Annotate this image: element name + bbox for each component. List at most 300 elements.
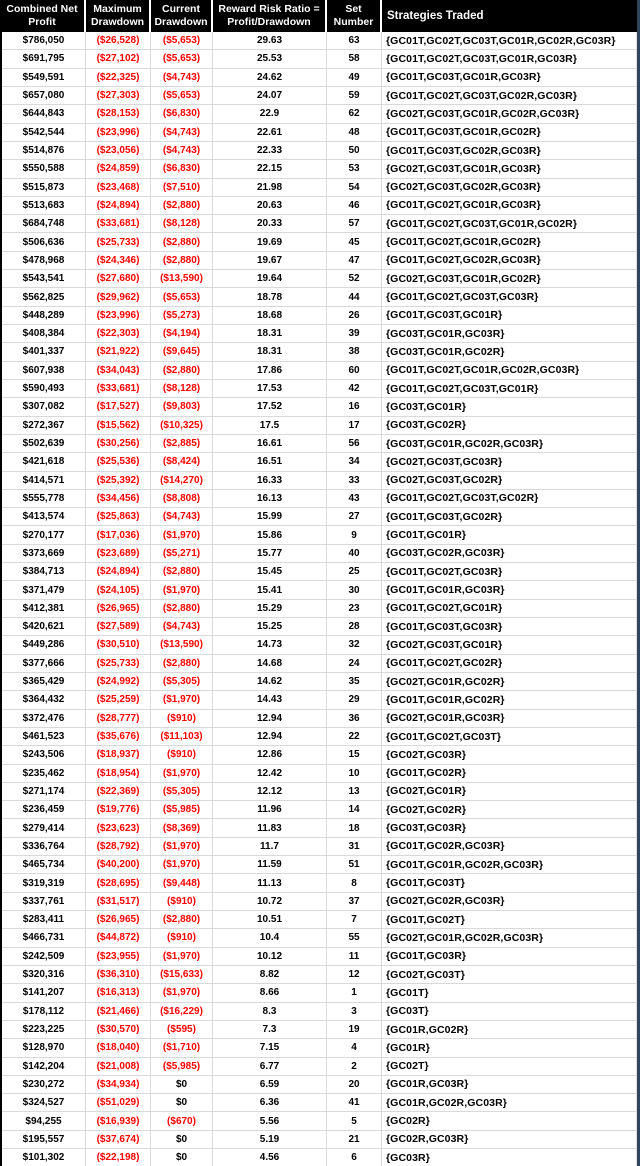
cell-maximum-drawdown: ($23,996) [86,307,151,324]
cell-strategies-traded: {GC02R,GC03R} [386,1133,469,1146]
cell-current-drawdown: ($15,633) [151,966,213,983]
table-row [2,765,636,783]
cell-combined-net-profit: $320,316 [2,966,86,983]
table-row [2,1003,636,1021]
cell-combined-net-profit: $542,544 [2,124,86,141]
cell-maximum-drawdown: ($21,008) [86,1058,151,1075]
cell-strategies-traded: {GC01T,GC02T,GC03T,GC01R,GC02R,GC03R} [386,34,616,47]
cell-reward-risk-ratio: 10.51 [213,911,327,928]
cell-maximum-drawdown: ($37,674) [86,1131,151,1148]
cell-maximum-drawdown: ($27,589) [86,618,151,635]
cell-combined-net-profit: $223,225 [2,1021,86,1038]
cell-combined-net-profit: $283,411 [2,911,86,928]
cell-strategies-traded: {GC01T,GC03T,GC03R} [386,620,503,633]
cell-maximum-drawdown: ($23,996) [86,124,151,141]
cell-set-number: 55 [327,929,382,946]
table-row [2,453,636,471]
cell-strategies-traded: {GC02T,GC03T} [386,968,465,981]
cell-reward-risk-ratio: 11.7 [213,838,327,855]
cell-current-drawdown: ($9,803) [151,398,213,415]
cell-strategies-traded: {GC01T,GC01R} [386,529,467,542]
header-line: Profit [28,16,56,28]
cell-current-drawdown: ($2,885) [151,435,213,452]
cell-reward-risk-ratio: 18.78 [213,288,327,305]
cell-maximum-drawdown: ($26,965) [86,911,151,928]
cell-strategies-traded: {GC01T,GC02T,GC01R,GC03R} [386,199,541,212]
table-row [2,417,636,435]
cell-maximum-drawdown: ($15,562) [86,417,151,434]
cell-set-number: 4 [327,1039,382,1056]
cell-reward-risk-ratio: 14.43 [213,691,327,708]
cell-set-number: 19 [327,1021,382,1038]
cell-combined-net-profit: $195,557 [2,1131,86,1148]
cell-set-number: 14 [327,801,382,818]
cell-reward-risk-ratio: 6.59 [213,1076,327,1093]
cell-reward-risk-ratio: 17.53 [213,380,327,397]
header-line: Strategies Traded [387,9,484,22]
table-row [2,1058,636,1076]
cell-current-drawdown: ($910) [151,893,213,910]
cell-reward-risk-ratio: 22.15 [213,160,327,177]
cell-set-number: 52 [327,270,382,287]
cell-maximum-drawdown: ($51,029) [86,1094,151,1111]
cell-strategies-traded: {GC02R} [386,1115,430,1128]
cell-strategies-traded: {GC01R,GC02R,GC03R} [386,1096,507,1109]
table-row [2,490,636,508]
cell-set-number: 1 [327,984,382,1001]
cell-reward-risk-ratio: 19.69 [213,233,327,250]
cell-set-number: 7 [327,911,382,928]
table-row [2,874,636,892]
table-row [2,856,636,874]
cell-reward-risk-ratio: 11.83 [213,819,327,836]
cell-strategies-traded: {GC01T,GC03T} [386,877,465,890]
table-row [2,50,636,68]
cell-set-number: 25 [327,563,382,580]
cell-strategies-traded: {GC01T,GC03T,GC02R} [386,510,503,523]
cell-strategies-traded: {GC01T,GC02T,GC01R} [386,602,503,615]
cell-maximum-drawdown: ($24,859) [86,160,151,177]
cell-strategies-traded: {GC01T,GC02T,GC03T} [386,730,502,743]
cell-set-number: 10 [327,765,382,782]
table-row [2,1039,636,1057]
cell-combined-net-profit: $101,302 [2,1149,86,1166]
table-row [2,1076,636,1094]
cell-reward-risk-ratio: 12.86 [213,746,327,763]
cell-current-drawdown: $0 [151,1131,213,1148]
cell-combined-net-profit: $555,778 [2,490,86,507]
cell-strategies-traded: {GC02T,GC03T,GC02R,GC03R} [386,181,541,194]
cell-combined-net-profit: $271,174 [2,783,86,800]
cell-maximum-drawdown: ($24,894) [86,197,151,214]
cell-combined-net-profit: $337,761 [2,893,86,910]
table-row [2,984,636,1002]
cell-combined-net-profit: $336,764 [2,838,86,855]
cell-current-drawdown: ($5,653) [151,87,213,104]
cell-maximum-drawdown: ($29,962) [86,288,151,305]
header-line: Drawdown [90,16,145,28]
table-row [2,691,636,709]
cell-set-number: 40 [327,545,382,562]
table-row [2,618,636,636]
cell-set-number: 16 [327,398,382,415]
cell-combined-net-profit: $319,319 [2,874,86,891]
cell-strategies-traded: {GC03T,GC01R} [386,400,467,413]
cell-reward-risk-ratio: 16.61 [213,435,327,452]
cell-reward-risk-ratio: 4.56 [213,1149,327,1166]
cell-current-drawdown: ($1,970) [151,856,213,873]
cell-current-drawdown: ($8,369) [151,819,213,836]
cell-reward-risk-ratio: 17.5 [213,417,327,434]
cell-set-number: 62 [327,105,382,122]
cell-reward-risk-ratio: 7.3 [213,1021,327,1038]
cell-reward-risk-ratio: 12.42 [213,765,327,782]
cell-set-number: 45 [327,233,382,250]
cell-set-number: 18 [327,819,382,836]
cell-combined-net-profit: $243,506 [2,746,86,763]
cell-reward-risk-ratio: 15.25 [213,618,327,635]
cell-combined-net-profit: $401,337 [2,343,86,360]
cell-set-number: 47 [327,252,382,269]
cell-current-drawdown: ($13,590) [151,270,213,287]
cell-current-drawdown: ($910) [151,929,213,946]
cell-maximum-drawdown: ($18,040) [86,1039,151,1056]
cell-set-number: 39 [327,325,382,342]
table-row [2,307,636,325]
table-row [2,581,636,599]
cell-current-drawdown: ($10,325) [151,417,213,434]
cell-combined-net-profit: $786,050 [2,32,86,49]
cell-combined-net-profit: $413,574 [2,508,86,525]
cell-combined-net-profit: $684,748 [2,215,86,232]
table-row [2,655,636,673]
table-row [2,343,636,361]
cell-maximum-drawdown: ($28,792) [86,838,151,855]
cell-strategies-traded: {GC01T,GC01R,GC02R,GC03R} [386,858,544,871]
cell-maximum-drawdown: ($21,466) [86,1003,151,1020]
header-line: Maximum [93,3,142,15]
table-row [2,911,636,929]
cell-strategies-traded: {GC02T,GC02R} [386,803,467,816]
cell-maximum-drawdown: ($22,325) [86,69,151,86]
cell-current-drawdown: ($2,880) [151,600,213,617]
cell-strategies-traded: {GC01T,GC02T,GC02R,GC03R} [386,254,541,267]
cell-maximum-drawdown: ($30,256) [86,435,151,452]
table-row [2,69,636,87]
cell-reward-risk-ratio: 21.98 [213,179,327,196]
cell-combined-net-profit: $543,541 [2,270,86,287]
cell-strategies-traded: {GC02T,GC03T,GC01R,GC02R} [386,272,541,285]
cell-combined-net-profit: $142,204 [2,1058,86,1075]
table-row [2,545,636,563]
table-row [2,966,636,984]
cell-reward-risk-ratio: 6.77 [213,1058,327,1075]
cell-reward-risk-ratio: 24.62 [213,69,327,86]
cell-set-number: 15 [327,746,382,763]
cell-strategies-traded: {GC01T,GC02T,GC01R,GC02R} [386,236,541,249]
table-row [2,142,636,160]
table-body [0,32,637,1166]
cell-strategies-traded: {GC01R} [386,1041,430,1054]
cell-current-drawdown: ($1,970) [151,765,213,782]
cell-strategies-traded: {GC02T,GC01R,GC02R} [386,675,505,688]
cell-combined-net-profit: $372,476 [2,710,86,727]
cell-maximum-drawdown: ($17,036) [86,526,151,543]
cell-combined-net-profit: $412,381 [2,600,86,617]
cell-set-number: 17 [327,417,382,434]
cell-maximum-drawdown: ($16,939) [86,1112,151,1129]
cell-combined-net-profit: $644,843 [2,105,86,122]
cell-set-number: 42 [327,380,382,397]
cell-set-number: 57 [327,215,382,232]
table-row [2,124,636,142]
cell-current-drawdown: ($5,273) [151,307,213,324]
cell-set-number: 11 [327,948,382,965]
cell-reward-risk-ratio: 11.59 [213,856,327,873]
cell-maximum-drawdown: ($25,863) [86,508,151,525]
cell-maximum-drawdown: ($36,310) [86,966,151,983]
cell-set-number: 37 [327,893,382,910]
cell-maximum-drawdown: ($19,776) [86,801,151,818]
cell-strategies-traded: {GC01T,GC02T,GC03T,GC01R,GC03R} [386,52,578,65]
cell-current-drawdown: ($5,985) [151,1058,213,1075]
cell-strategies-traded: {GC01T,GC03R} [386,950,467,963]
cell-reward-risk-ratio: 20.63 [213,197,327,214]
cell-set-number: 2 [327,1058,382,1075]
cell-reward-risk-ratio: 18.68 [213,307,327,324]
cell-maximum-drawdown: ($44,872) [86,929,151,946]
cell-maximum-drawdown: ($34,043) [86,362,151,379]
cell-current-drawdown: ($7,510) [151,179,213,196]
cell-strategies-traded: {GC01T,GC03T,GC01R,GC02R} [386,126,541,139]
cell-set-number: 36 [327,710,382,727]
header-line: Drawdown [154,16,208,28]
cell-combined-net-profit: $461,523 [2,728,86,745]
cell-reward-risk-ratio: 11.96 [213,801,327,818]
cell-set-number: 12 [327,966,382,983]
cell-maximum-drawdown: ($27,102) [86,50,151,67]
cell-strategies-traded: {GC01T,GC02T,GC03T,GC02R,GC03R} [386,89,578,102]
cell-reward-risk-ratio: 14.68 [213,655,327,672]
cell-combined-net-profit: $478,968 [2,252,86,269]
cell-current-drawdown: ($1,970) [151,948,213,965]
cell-set-number: 30 [327,581,382,598]
cell-current-drawdown: ($1,970) [151,581,213,598]
cell-set-number: 54 [327,179,382,196]
cell-strategies-traded: {GC02T,GC01R,GC02R,GC03R} [386,931,544,944]
cell-strategies-traded: {GC01T,GC03T,GC01R,GC03R} [386,71,541,84]
cell-maximum-drawdown: ($24,894) [86,563,151,580]
cell-set-number: 46 [327,197,382,214]
cell-maximum-drawdown: ($18,937) [86,746,151,763]
cell-reward-risk-ratio: 12.12 [213,783,327,800]
cell-set-number: 31 [327,838,382,855]
cell-strategies-traded: {GC01T,GC02T,GC03T,GC01R} [386,382,539,395]
cell-current-drawdown: ($5,653) [151,50,213,67]
cell-maximum-drawdown: ($23,623) [86,819,151,836]
cell-reward-risk-ratio: 11.13 [213,874,327,891]
cell-current-drawdown: ($910) [151,746,213,763]
cell-combined-net-profit: $514,876 [2,142,86,159]
cell-reward-risk-ratio: 12.94 [213,728,327,745]
cell-set-number: 9 [327,526,382,543]
cell-strategies-traded: {GC02T,GC03T,GC02R} [386,474,503,487]
cell-combined-net-profit: $178,112 [2,1003,86,1020]
table-row [2,398,636,416]
cell-strategies-traded: {GC01T,GC03T,GC01R} [386,309,503,322]
cell-strategies-traded: {GC01T,GC01R,GC02R} [386,693,505,706]
cell-combined-net-profit: $550,588 [2,160,86,177]
table-row [2,87,636,105]
cell-current-drawdown: ($4,743) [151,124,213,141]
cell-reward-risk-ratio: 19.67 [213,252,327,269]
cell-set-number: 59 [327,87,382,104]
cell-reward-risk-ratio: 8.3 [213,1003,327,1020]
cell-combined-net-profit: $307,082 [2,398,86,415]
cell-combined-net-profit: $384,713 [2,563,86,580]
cell-maximum-drawdown: ($26,965) [86,600,151,617]
cell-combined-net-profit: $371,479 [2,581,86,598]
cell-current-drawdown: ($910) [151,710,213,727]
cell-set-number: 6 [327,1149,382,1166]
cell-maximum-drawdown: ($28,695) [86,874,151,891]
cell-combined-net-profit: $128,970 [2,1039,86,1056]
cell-maximum-drawdown: ($30,510) [86,636,151,653]
cell-maximum-drawdown: ($23,056) [86,142,151,159]
cell-strategies-traded: {GC01T,GC02T,GC03T,GC02R} [386,492,539,505]
header-line: Set [345,3,362,15]
cell-combined-net-profit: $408,384 [2,325,86,342]
cell-combined-net-profit: $235,462 [2,765,86,782]
cell-maximum-drawdown: ($24,992) [86,673,151,690]
cell-set-number: 50 [327,142,382,159]
cell-set-number: 24 [327,655,382,672]
table-row [2,673,636,691]
cell-strategies-traded: {GC01T,GC02T} [386,913,465,926]
cell-current-drawdown: ($670) [151,1112,213,1129]
cell-current-drawdown: ($5,305) [151,783,213,800]
cell-strategies-traded: {GC02T,GC03T,GC01R,GC03R} [386,162,541,175]
cell-current-drawdown: ($2,880) [151,233,213,250]
table-row [2,1094,636,1112]
table-row [2,746,636,764]
cell-set-number: 3 [327,1003,382,1020]
cell-reward-risk-ratio: 15.29 [213,600,327,617]
cell-combined-net-profit: $420,621 [2,618,86,635]
cell-current-drawdown: ($6,830) [151,105,213,122]
cell-current-drawdown: ($5,985) [151,801,213,818]
cell-current-drawdown: ($13,590) [151,636,213,653]
cell-maximum-drawdown: ($25,392) [86,472,151,489]
cell-maximum-drawdown: ($27,303) [86,87,151,104]
cell-current-drawdown: ($11,103) [151,728,213,745]
cell-combined-net-profit: $279,414 [2,819,86,836]
cell-maximum-drawdown: ($35,676) [86,728,151,745]
table-row [2,508,636,526]
cell-current-drawdown: ($4,743) [151,618,213,635]
cell-strategies-traded: {GC01T,GC02T,GC02R} [386,657,503,670]
header-line: Current [162,3,200,15]
cell-reward-risk-ratio: 6.36 [213,1094,327,1111]
cell-combined-net-profit: $506,636 [2,233,86,250]
cell-maximum-drawdown: ($33,681) [86,215,151,232]
cell-maximum-drawdown: ($25,259) [86,691,151,708]
cell-reward-risk-ratio: 16.13 [213,490,327,507]
cell-combined-net-profit: $324,527 [2,1094,86,1111]
cell-current-drawdown: ($2,880) [151,655,213,672]
cell-current-drawdown: $0 [151,1094,213,1111]
cell-maximum-drawdown: ($25,733) [86,655,151,672]
table-row [2,728,636,746]
table-row [2,819,636,837]
cell-maximum-drawdown: ($22,369) [86,783,151,800]
cell-reward-risk-ratio: 8.66 [213,984,327,1001]
table-row [2,105,636,123]
cell-current-drawdown: ($1,970) [151,838,213,855]
cell-current-drawdown: ($14,270) [151,472,213,489]
cell-strategies-traded: {GC01R,GC03R} [386,1078,469,1091]
cell-maximum-drawdown: ($30,570) [86,1021,151,1038]
table-row [2,801,636,819]
cell-reward-risk-ratio: 24.07 [213,87,327,104]
cell-combined-net-profit: $242,509 [2,948,86,965]
table-row [2,783,636,801]
cell-combined-net-profit: $465,734 [2,856,86,873]
cell-set-number: 29 [327,691,382,708]
header-line: Number [333,16,374,28]
cell-combined-net-profit: $590,493 [2,380,86,397]
cell-combined-net-profit: $236,459 [2,801,86,818]
cell-strategies-traded: {GC03T,GC01R,GC02R} [386,345,505,358]
cell-reward-risk-ratio: 10.72 [213,893,327,910]
cell-reward-risk-ratio: 15.45 [213,563,327,580]
cell-strategies-traded: {GC01T,GC02T,GC03R} [386,565,503,578]
table-row [2,710,636,728]
cell-maximum-drawdown: ($22,198) [86,1149,151,1166]
cell-reward-risk-ratio: 8.82 [213,966,327,983]
cell-current-drawdown: ($5,653) [151,288,213,305]
cell-reward-risk-ratio: 10.12 [213,948,327,965]
cell-set-number: 22 [327,728,382,745]
cell-combined-net-profit: $230,272 [2,1076,86,1093]
table-row [2,288,636,306]
cell-combined-net-profit: $549,591 [2,69,86,86]
table-header-row [0,0,637,32]
header-line: Reward Risk Ratio = [218,3,320,15]
cell-set-number: 20 [327,1076,382,1093]
cell-maximum-drawdown: ($18,954) [86,765,151,782]
cell-set-number: 48 [327,124,382,141]
cell-reward-risk-ratio: 15.77 [213,545,327,562]
cell-combined-net-profit: $414,571 [2,472,86,489]
cell-current-drawdown: ($5,305) [151,673,213,690]
table-row [2,1112,636,1130]
table-row [2,636,636,654]
cell-maximum-drawdown: ($23,955) [86,948,151,965]
cell-reward-risk-ratio: 29.63 [213,32,327,49]
cell-current-drawdown: ($1,970) [151,984,213,1001]
cell-combined-net-profit: $448,289 [2,307,86,324]
cell-maximum-drawdown: ($25,536) [86,453,151,470]
table-row [2,233,636,251]
cell-strategies-traded: {GC02T,GC03T,GC01R} [386,638,503,651]
table-row [2,1149,636,1166]
cell-current-drawdown: ($4,743) [151,69,213,86]
cell-reward-risk-ratio: 16.51 [213,453,327,470]
cell-strategies-traded: {GC03T,GC01R,GC02R,GC03R} [386,437,544,450]
table-row [2,380,636,398]
cell-set-number: 32 [327,636,382,653]
